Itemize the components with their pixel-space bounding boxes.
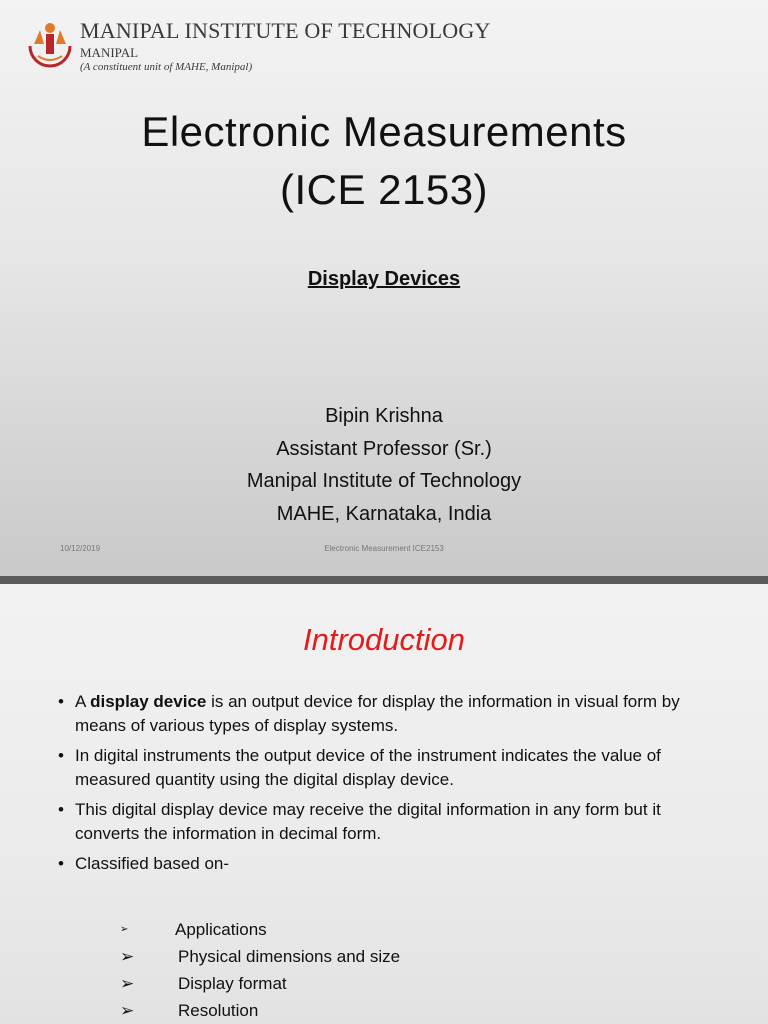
- author-institution: Manipal Institute of Technology: [246, 470, 522, 492]
- author-location: MAHE, Karnataka, India: [276, 503, 492, 525]
- list-item: • This digital display device may receive the digital information in any form but it converts the information in decimal form.: [58, 800, 661, 843]
- bullet-icon: •: [58, 746, 64, 765]
- institute-name: MANIPAL INSTITUTE OF TECHNOLOGY: [80, 18, 491, 43]
- course-title: Electronic Measurements: [141, 108, 627, 155]
- institute-subtitle: (A constituent unit of MAHE, Manipal): [80, 61, 253, 73]
- list-item: • A display device is an output device for display the information in visual form by means of various types of display systems.: [58, 692, 680, 735]
- introduction-slide: Introduction • A display device is an output device for display the information in visual form by means of various types of display systems. • In digital instruments the output device of the instrument indicates the value of measured quantity using the digital display device. • This digital display device may receive the digital information in any form but it converts the information in decimal form. • Classified based on- ➢ Applications ➢ Physical dimensions and size ➢ Display format ➢ Resolution: [0, 584, 768, 1024]
- author-designation: Assistant Professor (Sr.): [276, 438, 492, 460]
- mit-logo-icon: [26, 16, 74, 72]
- footer-date: 10/12/2019: [60, 544, 101, 553]
- author-name: Bipin Krishna: [325, 405, 443, 427]
- bullet-icon: •: [58, 800, 64, 819]
- topic-subtitle: Display Devices: [307, 268, 461, 290]
- arrow-bullet-icon: ➢: [120, 924, 129, 935]
- footer-course: Electronic Measurement ICE2153: [324, 544, 444, 553]
- slide-title: Introduction: [303, 622, 465, 657]
- institute-city: MANIPAL: [80, 45, 139, 60]
- course-code: (ICE 2153): [279, 166, 489, 213]
- list-item: • In digital instruments the output device of the instrument indicates the value of measured quantity using the digital display device.: [58, 746, 661, 789]
- bullet-icon: •: [58, 692, 64, 711]
- arrow-bullet-icon: ➢: [120, 1001, 135, 1020]
- bullet-list: [58, 690, 718, 883]
- bullet-icon: •: [58, 854, 64, 873]
- list-item: • Classified based on-: [58, 852, 718, 876]
- arrow-bullet-icon: ➢: [120, 974, 135, 993]
- arrow-bullet-icon: ➢: [120, 947, 135, 966]
- bold-term: display device: [90, 692, 207, 711]
